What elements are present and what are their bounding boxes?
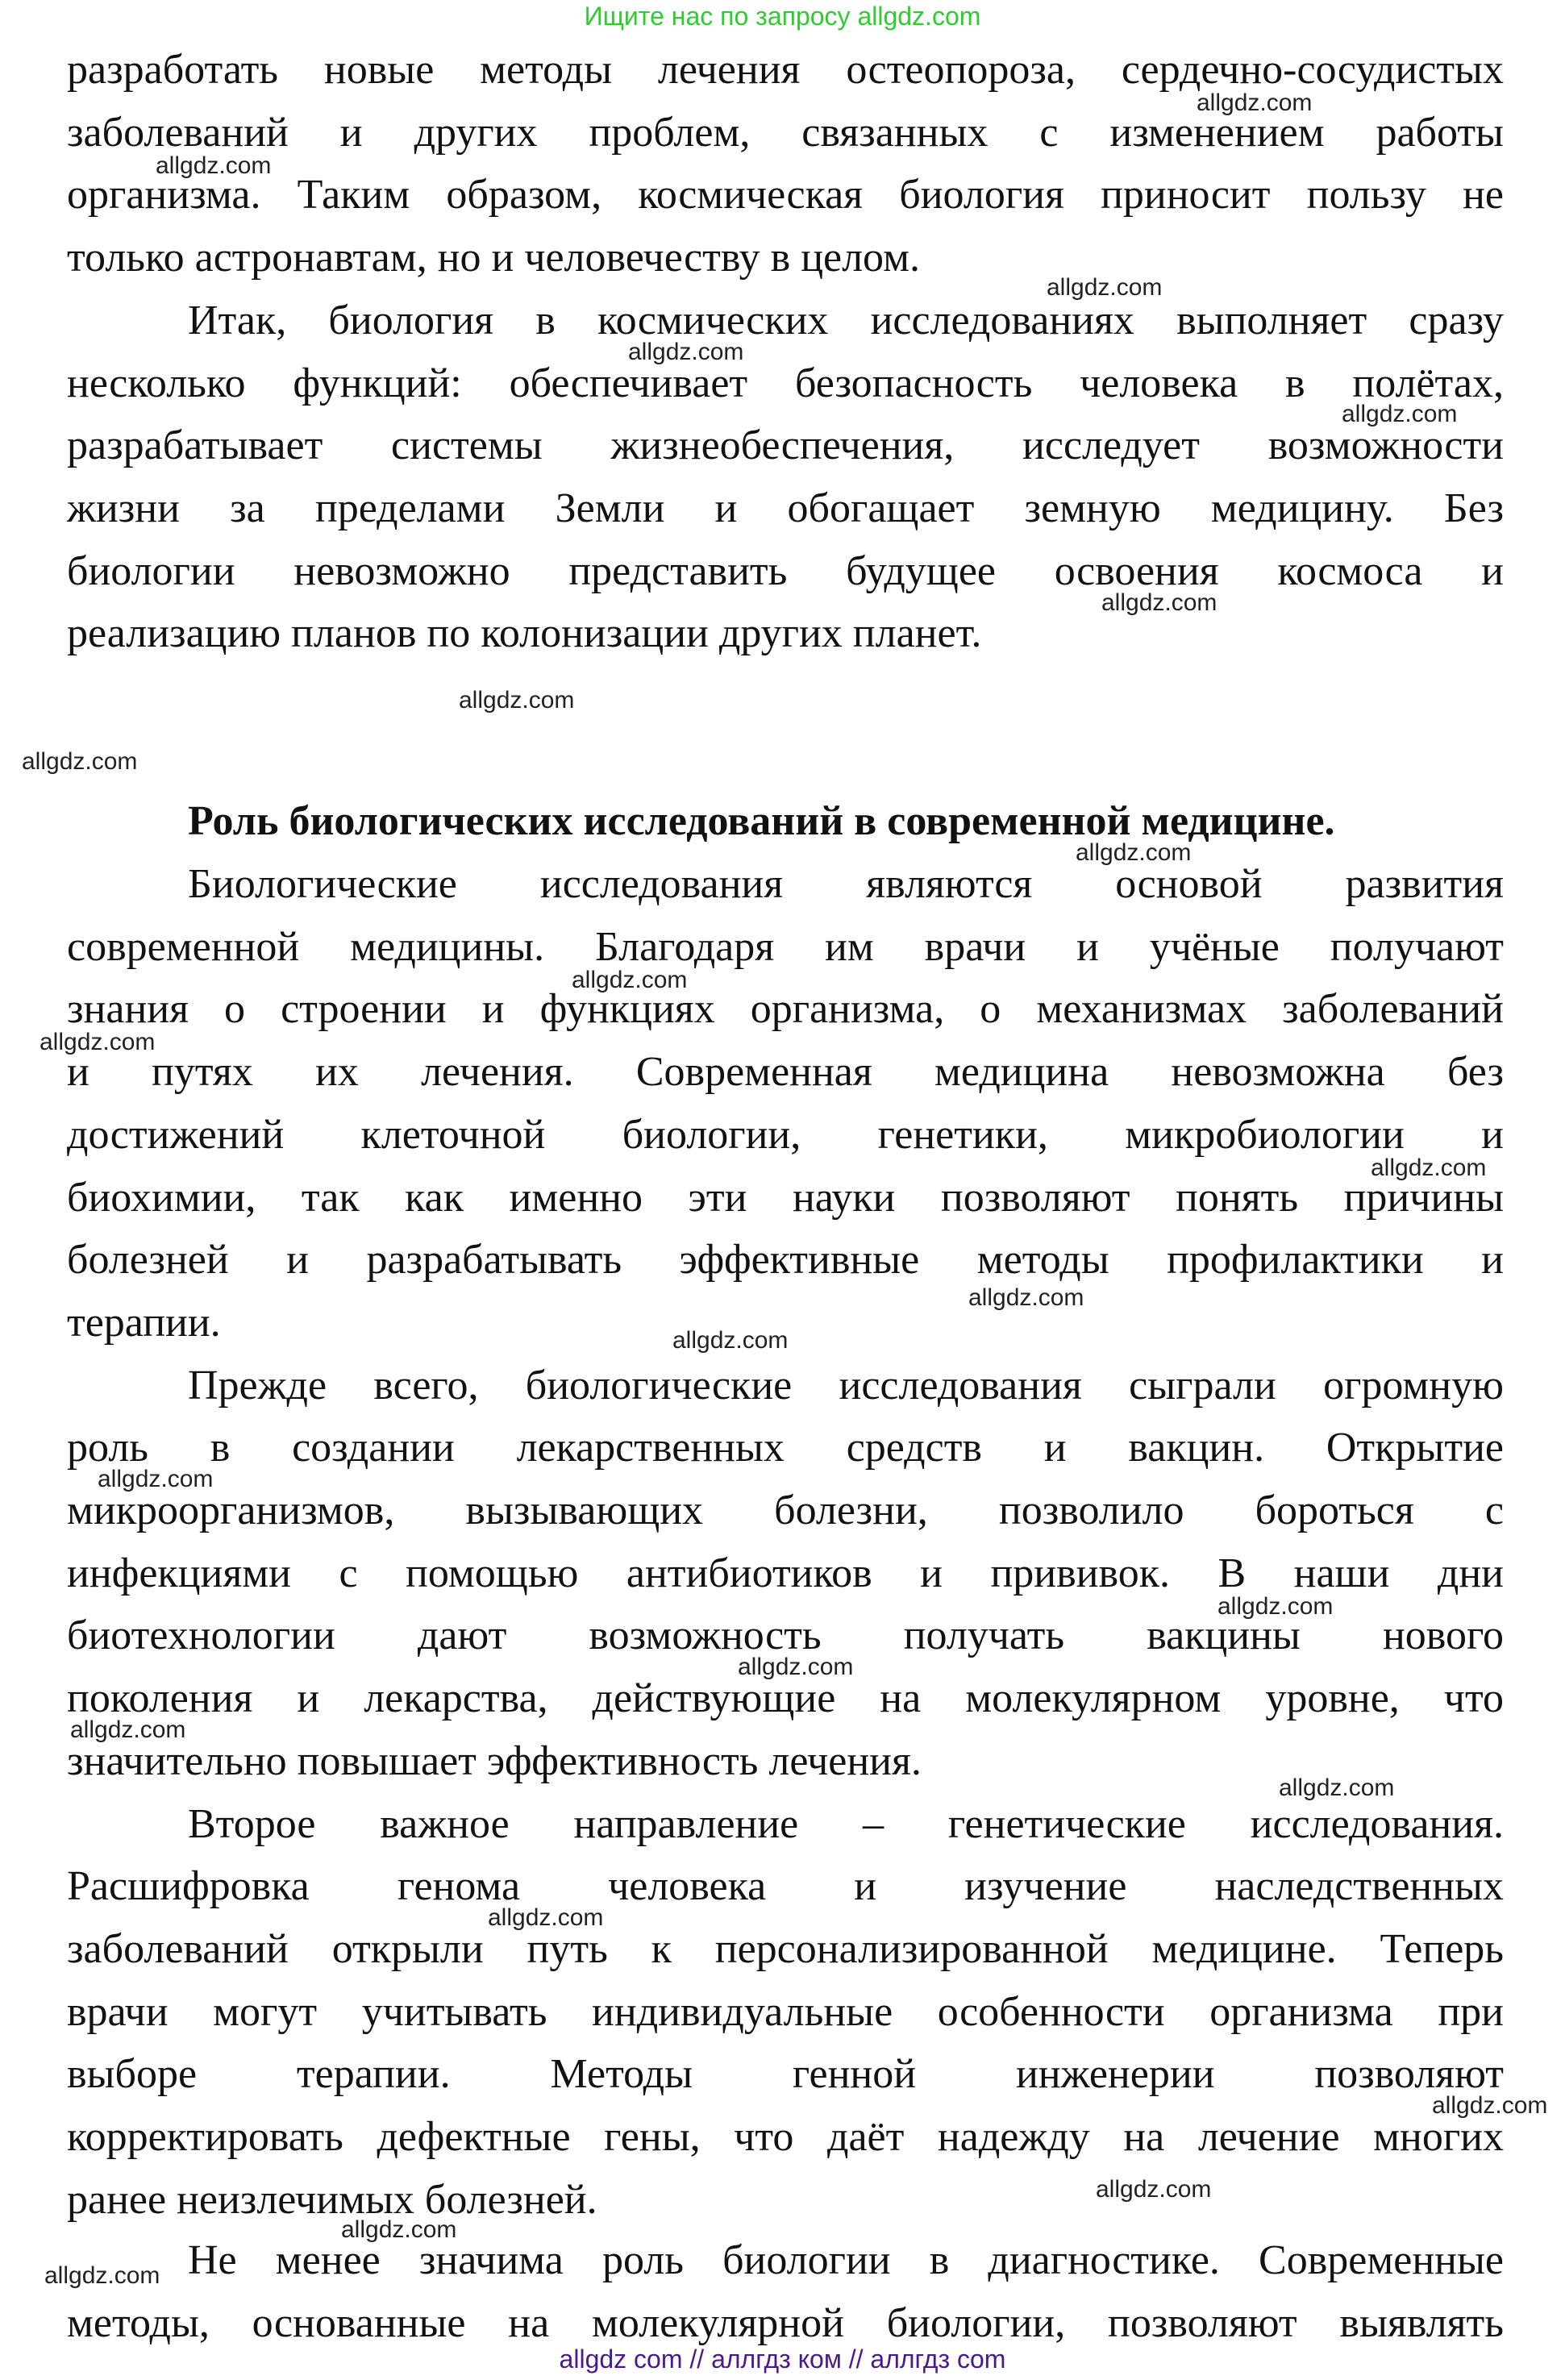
text-line: микроорганизмов, вызывающих болезни, позволило бороться с	[67, 1488, 1504, 1533]
text-line: заболеваний и других проблем, связанных с изменением работы	[67, 110, 1504, 156]
text-line: организма. Таким образом, космическая биология приносит пользу не	[67, 172, 1504, 218]
text-line: разработать новые методы лечения остеопороза, сердечно-сосудистых	[67, 47, 1504, 93]
text-line: достижений клеточной биологии, генетики, микробиологии и	[67, 1112, 1504, 1158]
watermark: allgdz.com	[1371, 1155, 1487, 1181]
site-banner: Ищите нас по запросу allgdz.com	[584, 2, 981, 31]
text-line: выборе терапии. Методы генной инженерии позволяют	[67, 2051, 1504, 2097]
text-line: методы, основанные на молекулярной биологии, позволяют выявлять	[67, 2300, 1504, 2346]
watermark: allgdz.com	[572, 967, 688, 993]
watermark: allgdz.com	[98, 1466, 214, 1492]
text-line: терапии.	[67, 1300, 221, 1346]
watermark: allgdz.com	[488, 1904, 604, 1931]
text-line: Не менее значима роль биологии в диагностике. Современные	[188, 2237, 1504, 2283]
text-line: биотехнологии дают возможность получать вакцины нового	[67, 1612, 1504, 1658]
text-line: заболеваний открыли путь к персонализированной медицине. Теперь	[67, 1926, 1504, 1972]
text-line: Итак, биология в космических исследованиях выполняет сразу	[188, 298, 1504, 343]
watermark: allgdz.com	[156, 152, 272, 179]
watermark: allgdz.com	[1279, 1775, 1395, 1801]
text-line: знания о строении и функциях организма, о механизмах заболеваний	[67, 986, 1504, 1032]
watermark: allgdz.com	[1096, 2176, 1212, 2203]
text-line: болезней и разрабатывать эффективные методы профилактики и	[67, 1237, 1504, 1283]
watermark: allgdz.com	[672, 1327, 789, 1354]
watermark: allgdz.com	[70, 1716, 186, 1743]
text-line: врачи могут учитывать индивидуальные особенности организма при	[67, 1989, 1504, 2035]
text-line: жизни за пределами Земли и обогащает земную медицину. Без	[67, 485, 1504, 531]
section-heading: Роль биологических исследований в современной медицине.	[188, 798, 1335, 844]
text-line: биохимии, так как именно эти науки позволяют понять причины	[67, 1175, 1504, 1221]
watermark: allgdz.com	[1342, 401, 1458, 427]
text-line: биологии невозможно представить будущее освоения космоса и	[67, 548, 1504, 594]
watermark: allgdz.com	[44, 2262, 160, 2289]
watermark: allgdz.com	[1076, 839, 1192, 866]
text-line: несколько функций: обеспечивает безопасность человека в полётах,	[67, 360, 1504, 406]
text-line: Расшифровка генома человека и изучение наследственных	[67, 1863, 1504, 1909]
watermark: allgdz.com	[459, 687, 575, 714]
watermark: allgdz.com	[738, 1654, 854, 1680]
text-line: Биологические исследования являются основой развития	[188, 861, 1504, 907]
watermark: allgdz.com	[1047, 274, 1163, 301]
text-line: ранее неизлечимых болезней.	[67, 2177, 597, 2223]
text-line: только астронавтам, но и человечеству в целом.	[67, 235, 920, 281]
text-line: разрабатывает системы жизнеобеспечения, исследует возможности	[67, 422, 1504, 468]
text-line: роль в создании лекарственных средств и вакцин. Открытие	[67, 1425, 1504, 1471]
watermark: allgdz.com	[1197, 89, 1313, 116]
watermark: allgdz.com	[968, 1284, 1084, 1311]
text-line: поколения и лекарства, действующие на молекулярном уровне, что	[67, 1675, 1504, 1721]
text-line: и путях их лечения. Современная медицина невозможна без	[67, 1049, 1504, 1095]
text-line: инфекциями с помощью антибиотиков и прививок. В наши дни	[67, 1550, 1504, 1596]
watermark: allgdz.com	[22, 748, 138, 775]
watermark: allgdz.com	[1432, 2092, 1548, 2119]
watermark: allgdz.com	[40, 1029, 156, 1055]
text-line: Второе важное направление – генетические исследования.	[188, 1801, 1504, 1847]
text-line: значительно повышает эффективность лечения.	[67, 1738, 922, 1784]
text-line: корректировать дефектные гены, что даёт надежду на лечение многих	[67, 2114, 1504, 2160]
site-footer: allgdz com // аллгдз ком // аллгдз com	[559, 2345, 1006, 2374]
text-line: современной медицины. Благодаря им врачи и учёные получают	[67, 924, 1504, 970]
watermark: allgdz.com	[628, 339, 744, 365]
watermark: allgdz.com	[1101, 589, 1217, 616]
text-line: реализацию планов по колонизации других планет.	[67, 610, 982, 656]
watermark: allgdz.com	[341, 2216, 457, 2243]
watermark: allgdz.com	[1217, 1593, 1334, 1620]
text-line: Прежде всего, биологические исследования сыграли огромную	[188, 1363, 1504, 1408]
